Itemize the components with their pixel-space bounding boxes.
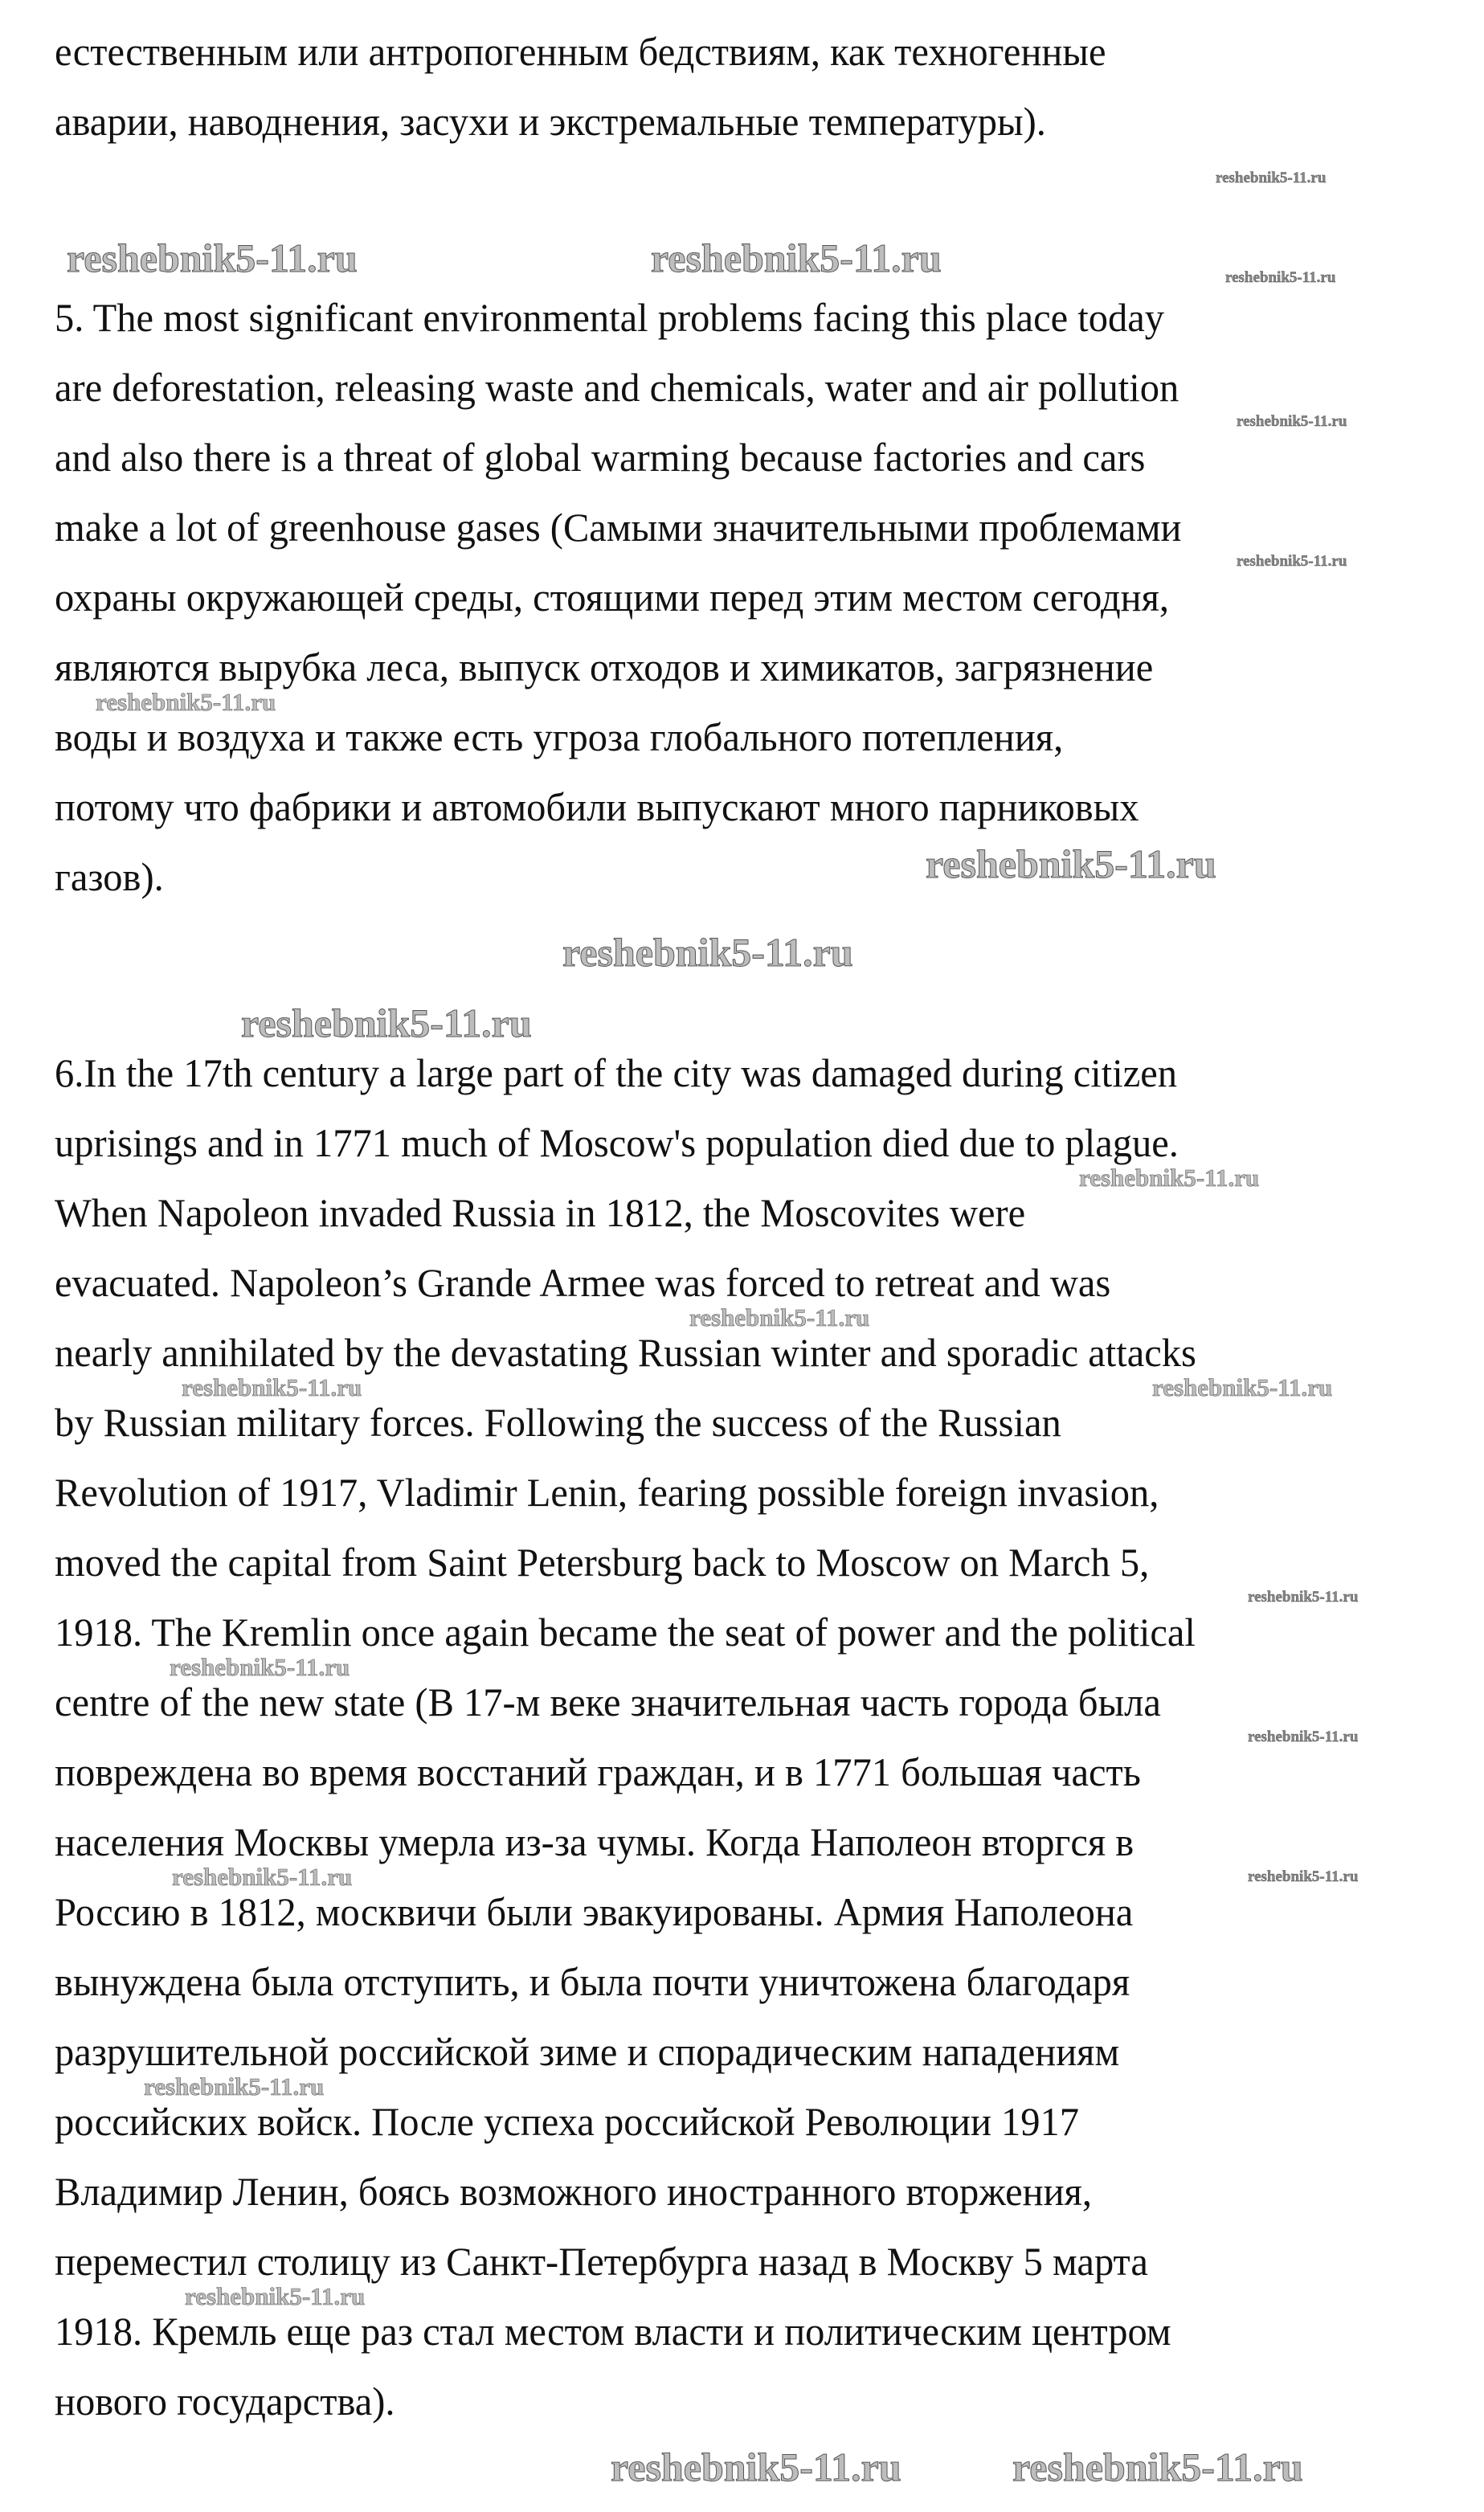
watermark: reshebnik5-11.ru xyxy=(1079,1164,1260,1192)
text-line: Россию в 1812, москвичи были эвакуированы. Армия Наполеона xyxy=(55,1889,1134,1934)
text-line: естественным или антропогенным бедствиям, как техногенные xyxy=(55,29,1106,74)
text-line: evacuated. Napoleon’s Grande Armee was forced to retreat and was xyxy=(55,1260,1111,1305)
text-line: make a lot of greenhouse gases (Самыми значительными проблемами xyxy=(55,505,1182,550)
watermark: reshebnik5-11.ru xyxy=(172,1863,353,1891)
text-line: потому что фабрики и автомобили выпускают много парниковых xyxy=(55,784,1139,829)
watermark: reshebnik5-11.ru xyxy=(185,2282,366,2310)
text-line: населения Москвы умерла из-за чумы. Когда Наполеон вторгся в xyxy=(55,1819,1134,1864)
text-line: газов). xyxy=(55,854,164,899)
watermark: reshebnik5-11.ru xyxy=(926,841,1216,886)
watermark: reshebnik5-11.ru xyxy=(562,930,853,975)
watermark: reshebnik5-11.ru xyxy=(1248,1729,1359,1745)
text-line: nearly annihilated by the devastating Russian winter and sporadic attacks xyxy=(55,1330,1196,1375)
paragraph xyxy=(55,1051,1469,2449)
text-line: разрушительной российской зиме и спорадическим нападениям xyxy=(55,2029,1120,2074)
text-line: When Napoleon invaded Russia in 1812, the Moscovites were xyxy=(55,1190,1026,1235)
watermark: reshebnik5-11.ru xyxy=(611,2444,901,2489)
text-line: вынуждена была отступить, и была почти уничтожена благодаря xyxy=(55,1959,1130,2004)
text-line: российских войск. После успеха российской Революции 1917 xyxy=(55,2099,1080,2144)
watermark: reshebnik5-11.ru xyxy=(1248,1589,1359,1606)
text-line: uprisings and in 1771 much of Moscow's population died due to plague. xyxy=(55,1120,1179,1165)
watermark: reshebnik5-11.ru xyxy=(1237,413,1347,430)
text-line: 6.In the 17th century a large part of the city was damaged during citizen xyxy=(55,1050,1178,1095)
watermark: reshebnik5-11.ru xyxy=(1216,170,1327,186)
watermark: reshebnik5-11.ru xyxy=(182,1373,362,1401)
text-line: are deforestation, releasing waste and chemicals, water and air pollution xyxy=(55,365,1179,410)
watermark: reshebnik5-11.ru xyxy=(170,1653,350,1681)
watermark: reshebnik5-11.ru xyxy=(144,2072,325,2101)
text-line: воды и воздуха и также есть угроза глобального потепления, xyxy=(55,714,1064,759)
text-line: переместил столицу из Санкт-Петербурга назад в Москву 5 марта xyxy=(55,2239,1148,2284)
text-line: повреждена во время восстаний граждан, и в 1771 большая часть xyxy=(55,1749,1141,1794)
watermark: reshebnik5-11.ru xyxy=(1237,553,1347,570)
watermark: reshebnik5-11.ru xyxy=(689,1303,870,1332)
watermark: reshebnik5-11.ru xyxy=(96,688,276,716)
text-line: centre of the new state (В 17-м веке значительная часть города была xyxy=(55,1679,1161,1724)
paragraph xyxy=(55,296,1469,925)
watermark: reshebnik5-11.ru xyxy=(1012,2444,1303,2489)
watermark: reshebnik5-11.ru xyxy=(1225,269,1336,286)
text-line: нового государства). xyxy=(55,2379,395,2424)
text-line: 1918. The Kremlin once again became the seat of power and the political xyxy=(55,1610,1196,1655)
text-line: охраны окружающей среды, стоящими перед этим местом сегодня, xyxy=(55,575,1170,620)
watermark: reshebnik5-11.ru xyxy=(1248,1868,1359,1885)
text-line: by Russian military forces. Following the success of the Russian xyxy=(55,1400,1061,1445)
watermark: reshebnik5-11.ru xyxy=(651,235,942,280)
text-line: and also there is a threat of global warming because factories and cars xyxy=(55,435,1146,480)
text-line: 5. The most significant environmental problems facing this place today xyxy=(55,295,1165,340)
text-line: 1918. Кремль еще раз стал местом власти и политическим центром xyxy=(55,2309,1171,2354)
text-line: аварии, наводнения, засухи и экстремальные температуры). xyxy=(55,99,1046,144)
watermark: reshebnik5-11.ru xyxy=(67,235,358,280)
watermark: reshebnik5-11.ru xyxy=(241,1000,532,1045)
text-line: являются вырубка леса, выпуск отходов и химикатов, загрязнение xyxy=(55,644,1154,689)
text-line: Revolution of 1917, Vladimir Lenin, fearing possible foreign invasion, xyxy=(55,1470,1159,1515)
watermark: reshebnik5-11.ru xyxy=(1152,1373,1333,1401)
text-line: moved the capital from Saint Petersburg back to Moscow on March 5, xyxy=(55,1540,1150,1585)
text-line: Владимир Ленин, боясь возможного иностранного вторжения, xyxy=(55,2169,1092,2214)
paragraph xyxy=(55,30,1469,170)
